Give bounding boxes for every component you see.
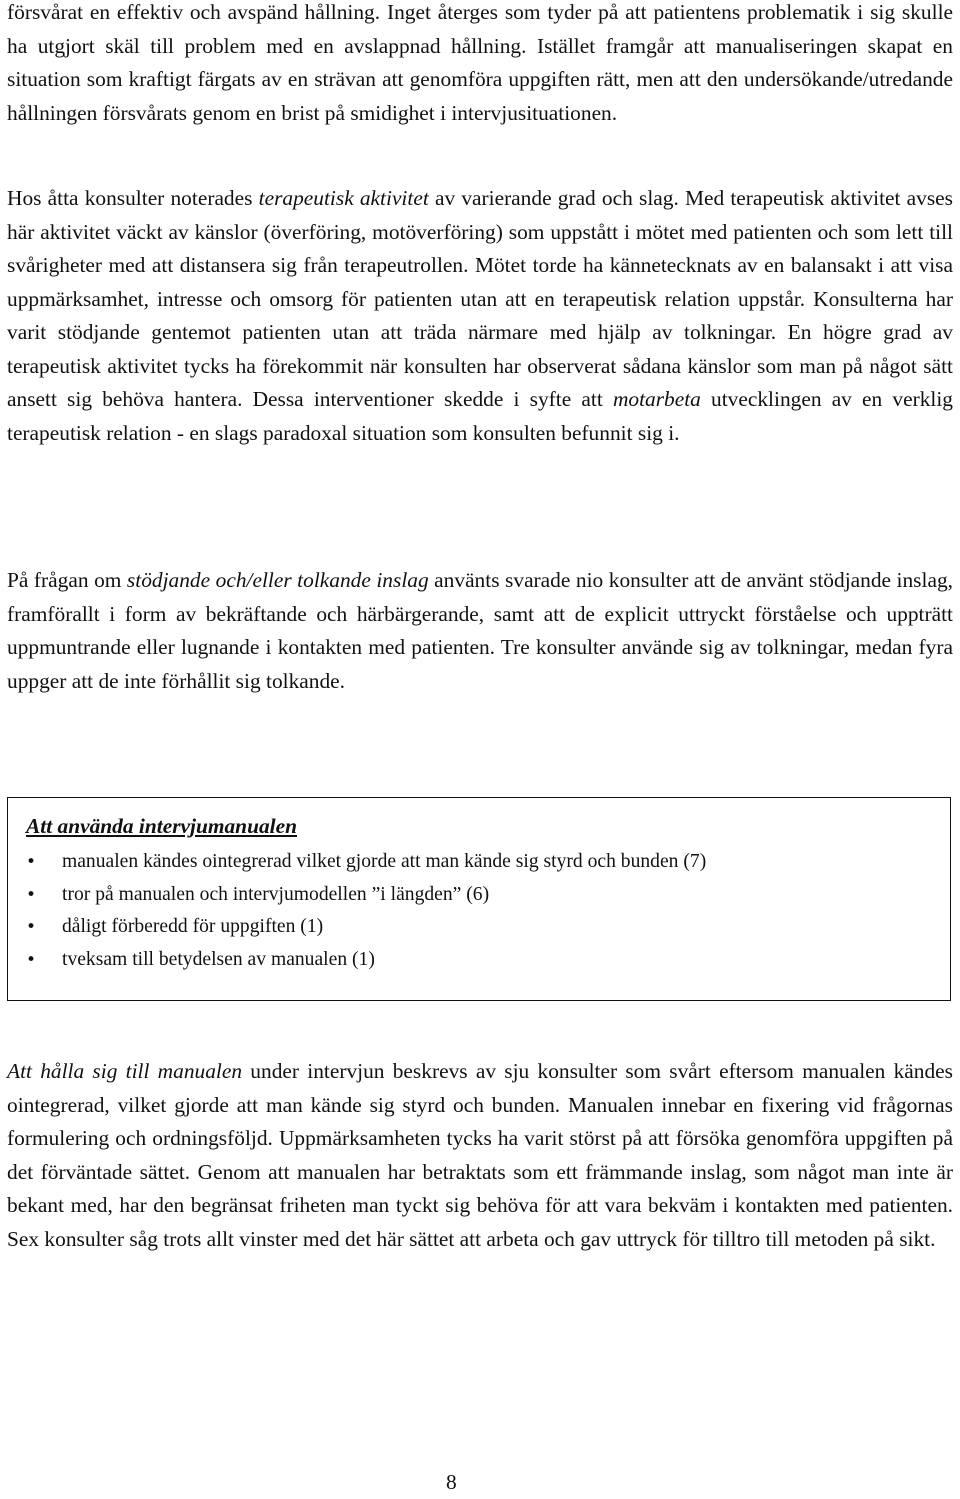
bullet-icon [26, 846, 62, 879]
paragraph-2 [7, 182, 953, 450]
paragraph-1-text: försvårat en effektiv och avspänd hållning. Inget återges som tyder på att patientens problematik i sig skulle ha utgjort skäl till problem med en avslappnad hållning. Istället framgår att manualiseringen skapat en situation som kraftigt färgats av en strävan att genomföra uppgiften rätt, men att den undersökande/utredande hållningen försvårats genom en brist på smidighet i intervjusituationen. [7, 0, 953, 125]
list-item-text: tveksam till betydelsen av manualen (1) [62, 948, 375, 970]
list-item [26, 879, 706, 912]
paragraph-2-emphasis-2: motarbeta [612, 387, 701, 411]
summary-box-title: Att använda intervjumanualen [26, 814, 298, 838]
paragraph-2-emphasis-1: terapeutisk aktivitet [258, 186, 429, 210]
paragraph-2-text-3: utvecklingen av en verklig terapeutisk relation - en slags paradoxal situation som konsulten befunnit sig i. [7, 387, 953, 445]
bullet-icon [26, 879, 62, 912]
list-item [26, 944, 706, 977]
list-item [26, 911, 706, 944]
summary-box [7, 797, 951, 1001]
paragraph-2-text-1: Hos åtta konsulter noterades [7, 186, 259, 210]
list-item-text: dåligt förberedd för uppgiften (1) [62, 916, 324, 938]
paragraph-4-text: under intervjun beskrevs av sju konsulter som svårt eftersom manualen kändes ointegrerad, vilket gjorde att man kände sig styrd och bunden. Manualen innebar en fixering vid frågornas formulering och ordningsföljd. Uppmärksamheten tycks ha varit störst på att försöka genomföra uppgiften på det förväntade sättet. Genom att manualen har betraktats som ett främmande inslag, som något man inte är bekant med, har den begränsat friheten man tyckt sig behöva för att vara bekväm i kontakten med patienten. Sex konsulter såg trots allt vinster med det här sättet att arbeta och gav uttryck för tilltro till metoden på sikt. [7, 1059, 953, 1251]
paragraph-3 [7, 564, 953, 698]
paragraph-3-text-1: På frågan om [7, 568, 127, 592]
paragraph-4-emphasis: Att hålla sig till manualen [7, 1059, 243, 1083]
paragraph-2-text-2: av varierande grad och slag. Med terapeutisk aktivitet avses här aktivitet väckt av känslor (överföring, motöverföring) som uppstått i mötet med patienten och som lett till svårigheter med att distansera sig från terapeutrollen. Mötet torde ha kännetecknats av en balansakt i att visa uppmärksamhet, intresse och omsorg för patienten utan att en terapeutisk relation uppstår. Konsulterna har varit stödjande gentemot patienten utan att träda närmare med hjälp av tolkningar. En högre grad av terapeutisk aktivitet tycks ha förekommit när konsulten har observerat sådana känslor som man på något sätt ansett sig behöva hantera. Dessa interventioner skedde i syfte att [7, 186, 953, 411]
page-number: 8 [446, 1470, 457, 1494]
list-item-text: tror på manualen och intervjumodellen ”i längden” (6) [62, 883, 490, 905]
paragraph-3-text-2: använts svarade nio konsulter att de använt stödjande inslag, framförallt i form av bekräftande och härbärgerande, samt att de explicit uttryckt förståelse och uppträtt uppmuntrande eller lugnande i kontakten med patienten. Tre konsulter använde sig av tolkningar, medan fyra uppger att de inte förhållit sig tolkande. [7, 568, 953, 693]
list-item-text: manualen kändes ointegrerad vilket gjorde att man kände sig styrd och bunden (7) [62, 851, 707, 872]
paragraph-1 [7, 0, 953, 130]
summary-box-list [26, 846, 706, 976]
bullet-icon [26, 944, 62, 977]
bullet-icon [26, 911, 62, 944]
paragraph-3-emphasis: stödjande och/eller tolkande inslag [126, 568, 429, 592]
list-item [26, 846, 706, 879]
paragraph-4 [7, 1055, 953, 1256]
